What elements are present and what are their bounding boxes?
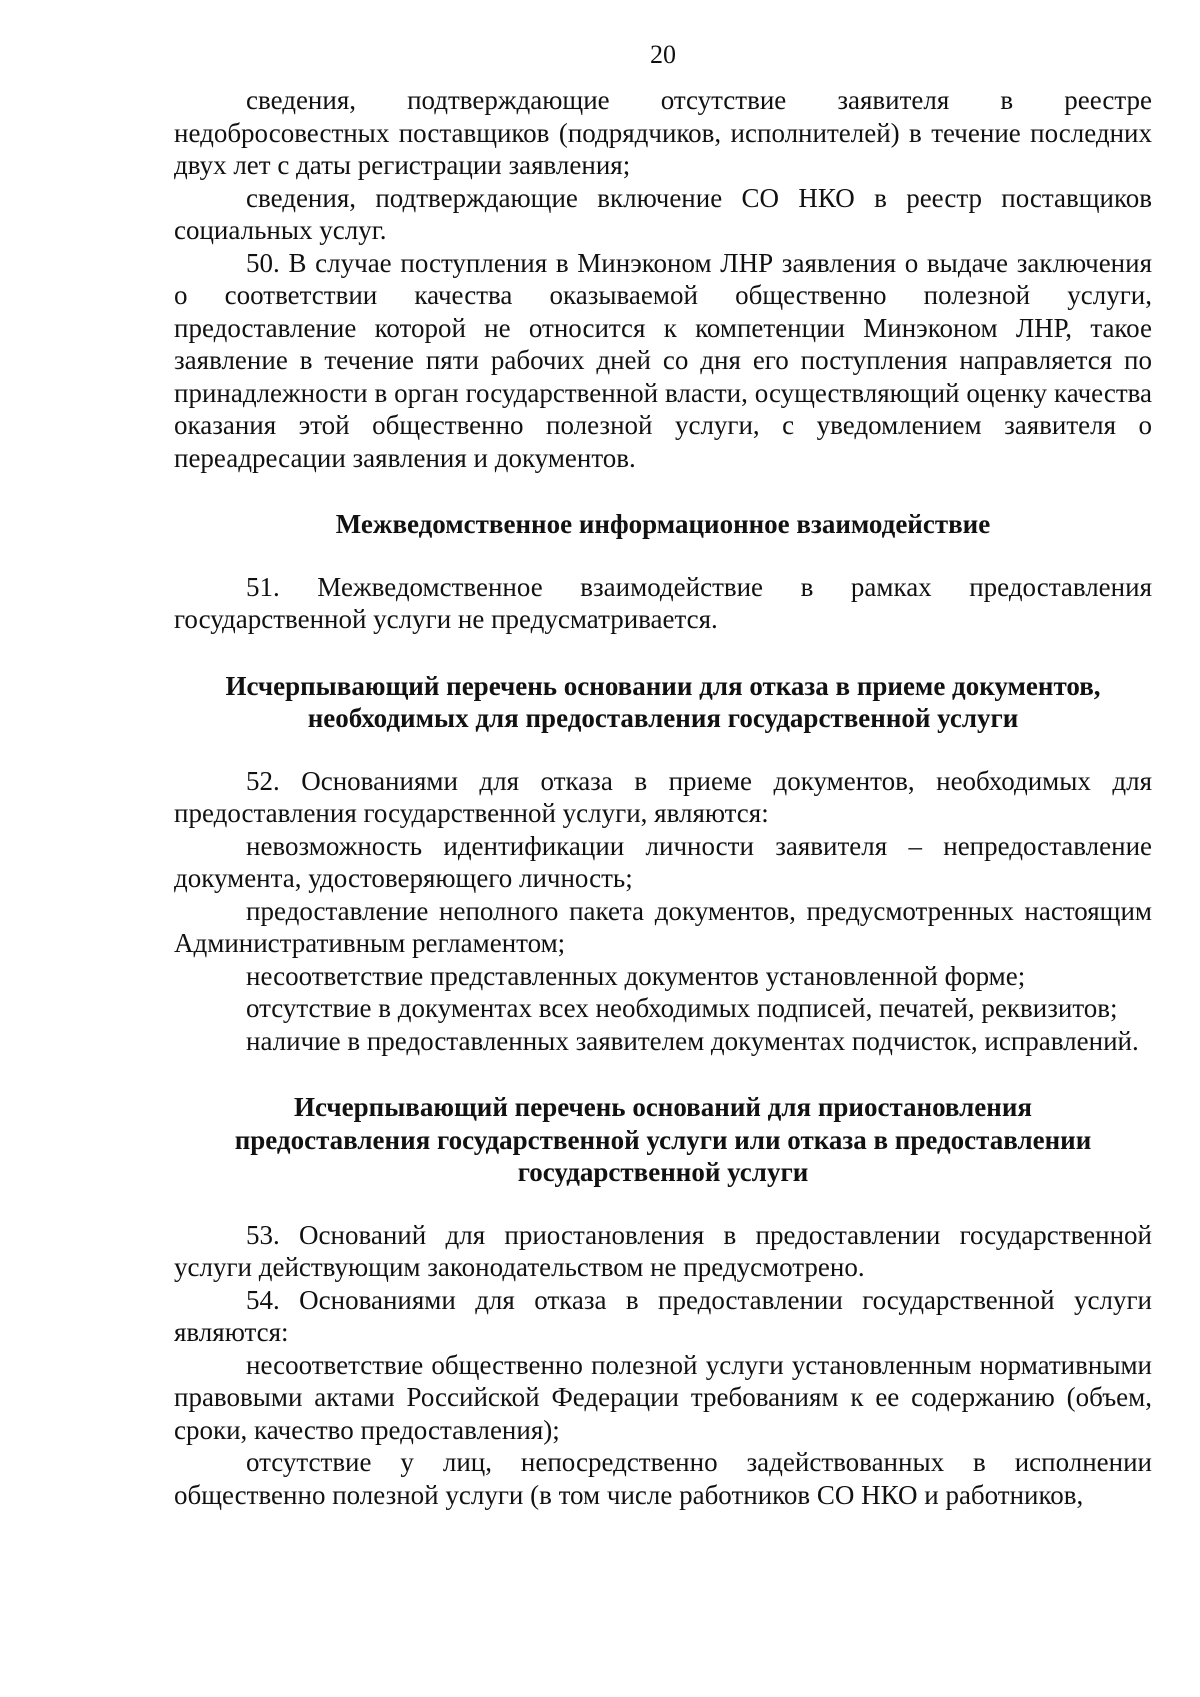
document-page: [174, 40, 1152, 1511]
heading-line: Исчерпывающий перечень оснований для приостановления: [293, 1092, 1033, 1122]
section-gap: [174, 1057, 1152, 1091]
section-gap: [174, 636, 1152, 670]
list-item-service-mismatch: несоответствие общественно полезной услуги установленным нормативными правовыми актами Российской Федерации требованиям к ее содержанию (объем, сроки, качество предоставления);: [174, 1349, 1152, 1445]
list-item-missing-signatures: отсутствие в документах всех необходимых подписей, печатей, реквизитов;: [246, 993, 1118, 1023]
paragraph-51: 51. Межведомственное взаимодействие в рамках предоставления государственной услуги не предусматривается.: [174, 571, 1152, 634]
heading-refusal-documents: [174, 670, 1152, 735]
section-gap: [174, 474, 1152, 508]
heading-line: государственной услуги: [517, 1157, 809, 1187]
heading-line: предоставления государственной услуги или отказа в предоставлении: [234, 1124, 1092, 1155]
list-item-identity: невозможность идентификации личности заявителя – непредоставление документа, удостоверяющего личность;: [174, 830, 1152, 893]
section-gap: [174, 735, 1152, 765]
section-gap: [174, 1189, 1152, 1219]
heading-interagency: Межведомственное информационное взаимодействие: [335, 509, 991, 539]
list-item-incomplete-package: предоставление неполного пакета документов, предусмотренных настоящим Административным регламентом;: [174, 895, 1152, 958]
paragraph-social-providers-registry: сведения, подтверждающие включение СО НКО в реестр поставщиков социальных услуг.: [174, 182, 1152, 245]
page-number: 20: [650, 40, 676, 69]
section-gap: [174, 541, 1152, 571]
list-item-personnel-absence: отсутствие у лиц, непосредственно задействованных в исполнении общественно полезной услуги (в том числе работников СО НКО и работников,: [174, 1447, 1152, 1510]
heading-line: Исчерпывающий перечень основании для отказа в приеме документов,: [225, 670, 1101, 701]
paragraph-53: 53. Оснований для приостановления в предоставлении государственной услуги действующим законодательством не предусмотрено.: [174, 1219, 1152, 1282]
list-item-form-mismatch: несоответствие представленных документов установленной форме;: [246, 960, 1026, 991]
list-item-corrections: наличие в предоставленных заявителем документах подчисток, исправлений.: [246, 1025, 1139, 1056]
paragraph-50: 50. В случае поступления в Минэконом ЛНР заявления о выдаче заключения о соответствии качества оказываемой общественно полезной услуги, предоставление которой не относится к компетенции Минэконом ЛНР, такое заявление в течение пяти рабочих дней со дня его поступления направляется по принадлежности в орган государственной власти, осуществляющий оценку качества оказания этой общественно полезной услуги, с уведомлением заявителя о переадресации заявления и документов.: [174, 247, 1152, 473]
heading-suspension-refusal: [174, 1091, 1152, 1189]
paragraph-54: 54. Основаниями для отказа в предоставлении государственной услуги являются:: [174, 1284, 1152, 1347]
heading-line: необходимых для предоставления государственной услуги: [307, 703, 1019, 733]
paragraph-52: 52. Основаниями для отказа в приеме документов, необходимых для предоставления государственной услуги, являются:: [174, 765, 1152, 828]
paragraph-registry-absence: сведения, подтверждающие отсутствие заявителя в реестре недобросовестных поставщиков (подрядчиков, исполнителей) в течение последних двух лет с даты регистрации заявления;: [174, 85, 1152, 180]
